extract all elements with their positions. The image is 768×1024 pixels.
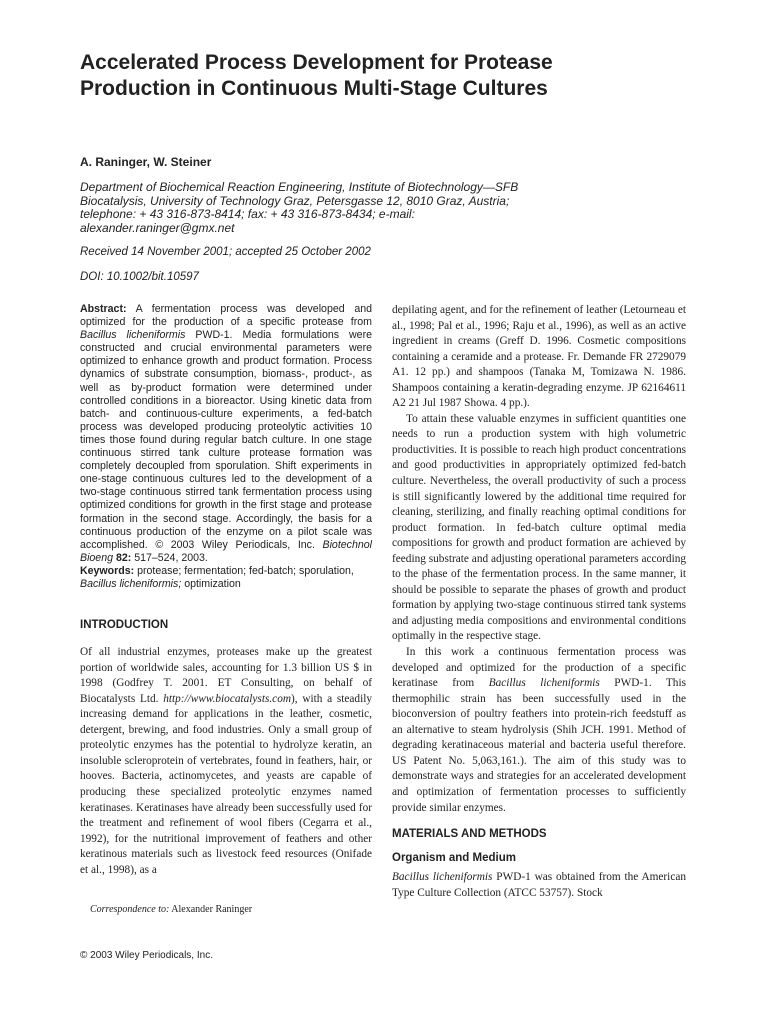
p3-text-1: In this work a continuous fermentation process was developed and optimized for the production of a specific keratinase from bbox=[392, 646, 686, 690]
abstract-organism: Bacillus licheniformis bbox=[80, 329, 186, 342]
intro-url: http://www.biocatalysts.com bbox=[163, 692, 292, 705]
keywords-text-2: optimization bbox=[181, 577, 241, 590]
organism-medium-subheading: Organism and Medium bbox=[392, 852, 516, 865]
abstract-label: Abstract: bbox=[80, 303, 127, 315]
keywords-text: protease; fermentation; fed-batch; sporulation, bbox=[134, 564, 354, 577]
correspondence-name: Alexander Raninger bbox=[169, 904, 253, 915]
doi: DOI: 10.1002/bit.10597 bbox=[80, 271, 199, 283]
abstract-text-2: PWD-1. Media formulations were constructed and crucial environmental parameters were optimized to enhance growth and product formation. Process dynamics of substrate consumption, biomass-, product-, as well as by-product formation were determined under controlled conditions in a bioreactor. Using kinetic data from batch- and continuous-culture experiments, a fed-batch process was developed producing proteolytic activities 10 times those found during regular batch culture. In one stage continuous stirred tank culture protease formation was completely decoupled from sporulation. Shift experiments in one-stage continuous cultures led to the development of a two-stage continuous stirred tank fermentation process using optimized conditions for growth in the first stage and protease formation in the second stage. Accordingly, the basis for a continuous production of the enzyme on a pilot scale was accomplished. © 2003 Wiley Periodicals, Inc. bbox=[80, 329, 372, 551]
p3-text-2: PWD-1. This thermophilic strain has been successfully used in the bioconversion of poultry feathers into protein-rich feedstuff as an alternative to steam hydrolysis (Shih JCH. 1991. Method of degrading keratinaceous material and bacteria useful therefore. US Patent No. 5,063,161.). The aim of this study was to demonstrate ways and strategies for an accelerated development and optimization of fermentation processes to sufficiently provide similar enzymes. bbox=[392, 677, 686, 814]
keywords bbox=[80, 565, 372, 591]
p4-text: PWD-1 was obtained from the American Type Culture Collection (ATCC 53757). Stock bbox=[392, 871, 687, 899]
abstract-volume: 82: bbox=[113, 551, 132, 564]
introduction-heading: INTRODUCTION bbox=[80, 619, 169, 632]
intro-text-1: Of all industrial enzymes, proteases make up the greatest portion of worldwide sales, accounting for 1.3 billion US $ in 1998 (Godfrey T. 2001. ET Consulting, on behalf of Biocatalysts Ltd. bbox=[80, 646, 372, 705]
keywords-organism: Bacillus licheniformis; bbox=[80, 577, 182, 590]
right-paragraph-2: To attain these valuable enzymes in sufficient quantities one needs to run a production system with high volumetric productivities. It is possible to reach high product concentrations and good productivities in appropriately optimized fed-batch culture. Nevertheless, the overall productivity of such a process is still significantly lowered by the additional time required for cleaning, sterilizing, and finally reaching optimal conditions for product formation. In fed-batch culture optimal media compositions for growth and product formation are achieved by feeding substrate and adjusting operational parameters according to the phase of the fermentation process. In the same manner, it should be possible to separate the phases of growth and product formation by applying two-stage continuous stirred tank systems and adjusting media compositions and environmental conditions optimally in the respective stage. bbox=[392, 412, 686, 643]
keywords-label: Keywords: bbox=[80, 564, 135, 577]
correspondence-label: Correspondence to: bbox=[90, 904, 170, 915]
abstract-text-1: A fermentation process was developed and optimized for the production of a specific protease from bbox=[80, 303, 372, 329]
right-paragraph-1: depilating agent, and for the refinement of leather (Letourneau et al., 1998; Pal et al., 1996; Raju et al., 1996), as well as an active ingredient in creams (Greff D. 1996. Cosmetic compositions containing a ceramide and a protease. Fr. Demande FR 2729079 A1. 12 pp.) and shampoos (Tanaka M, Tomizawa N. 1986. Shampoos containing a keratin-degrading enzyme. JP 62164611 A2 21 Jul 1987 Showa. 4 pp.). bbox=[392, 304, 686, 410]
correspondence-note bbox=[90, 904, 252, 915]
article-title: Accelerated Process Development for Protease Production in Continuous Multi-Stage Cultures bbox=[80, 51, 553, 100]
methods-heading: MATERIALS AND METHODS bbox=[392, 828, 547, 841]
abstract bbox=[80, 303, 372, 565]
p3-organism: Bacillus licheniformis bbox=[488, 677, 600, 690]
p4-organism: Bacillus licheniformis bbox=[392, 871, 493, 884]
left-column bbox=[80, 303, 372, 878]
right-column bbox=[392, 303, 686, 901]
authors: A. Raninger, W. Steiner bbox=[80, 155, 212, 169]
right-paragraph-4 bbox=[392, 870, 686, 901]
copyright: © 2003 Wiley Periodicals, Inc. bbox=[80, 950, 213, 961]
introduction-paragraph bbox=[80, 645, 372, 878]
intro-text-2: ), with a steadily increasing demand for applications in the leather, cosmetic, detergent, brewing, and food industries. Only a small group of proteolytic enzymes has the potential to hydrolyze keratin, an insoluble scleroprotein of vertebrates, found in feathers, hair, or hooves. Bacteria, actinomycetes, and yeasts are capable of producing these specialized proteolytic enzymes named keratinases. Keratinases have already been successfully used for the treatment and refinement of wool fibers (Cegarra et al., 1992), for the nutritional improvement of feathers and other keratinous materials such as livestock feed resources (Onifade et al., 1998), as a bbox=[80, 692, 373, 876]
right-paragraph-3 bbox=[392, 645, 686, 816]
abstract-journal: Biotechnol Bioeng bbox=[80, 538, 372, 564]
affiliation: Department of Biochemical Reaction Engineering, Institute of Biotechnology—SFB Biocatalysis, University of Technology Graz, Petersgasse 12, 8010 Graz, Austria; telephone: + 43 316-873-8414; fax: + 43 316-873-8434; e-mail: alexander.raninger@gmx.net bbox=[80, 180, 519, 235]
received-date: Received 14 November 2001; accepted 25 October 2002 bbox=[80, 246, 371, 258]
abstract-pages: 517–524, 2003. bbox=[131, 551, 208, 564]
